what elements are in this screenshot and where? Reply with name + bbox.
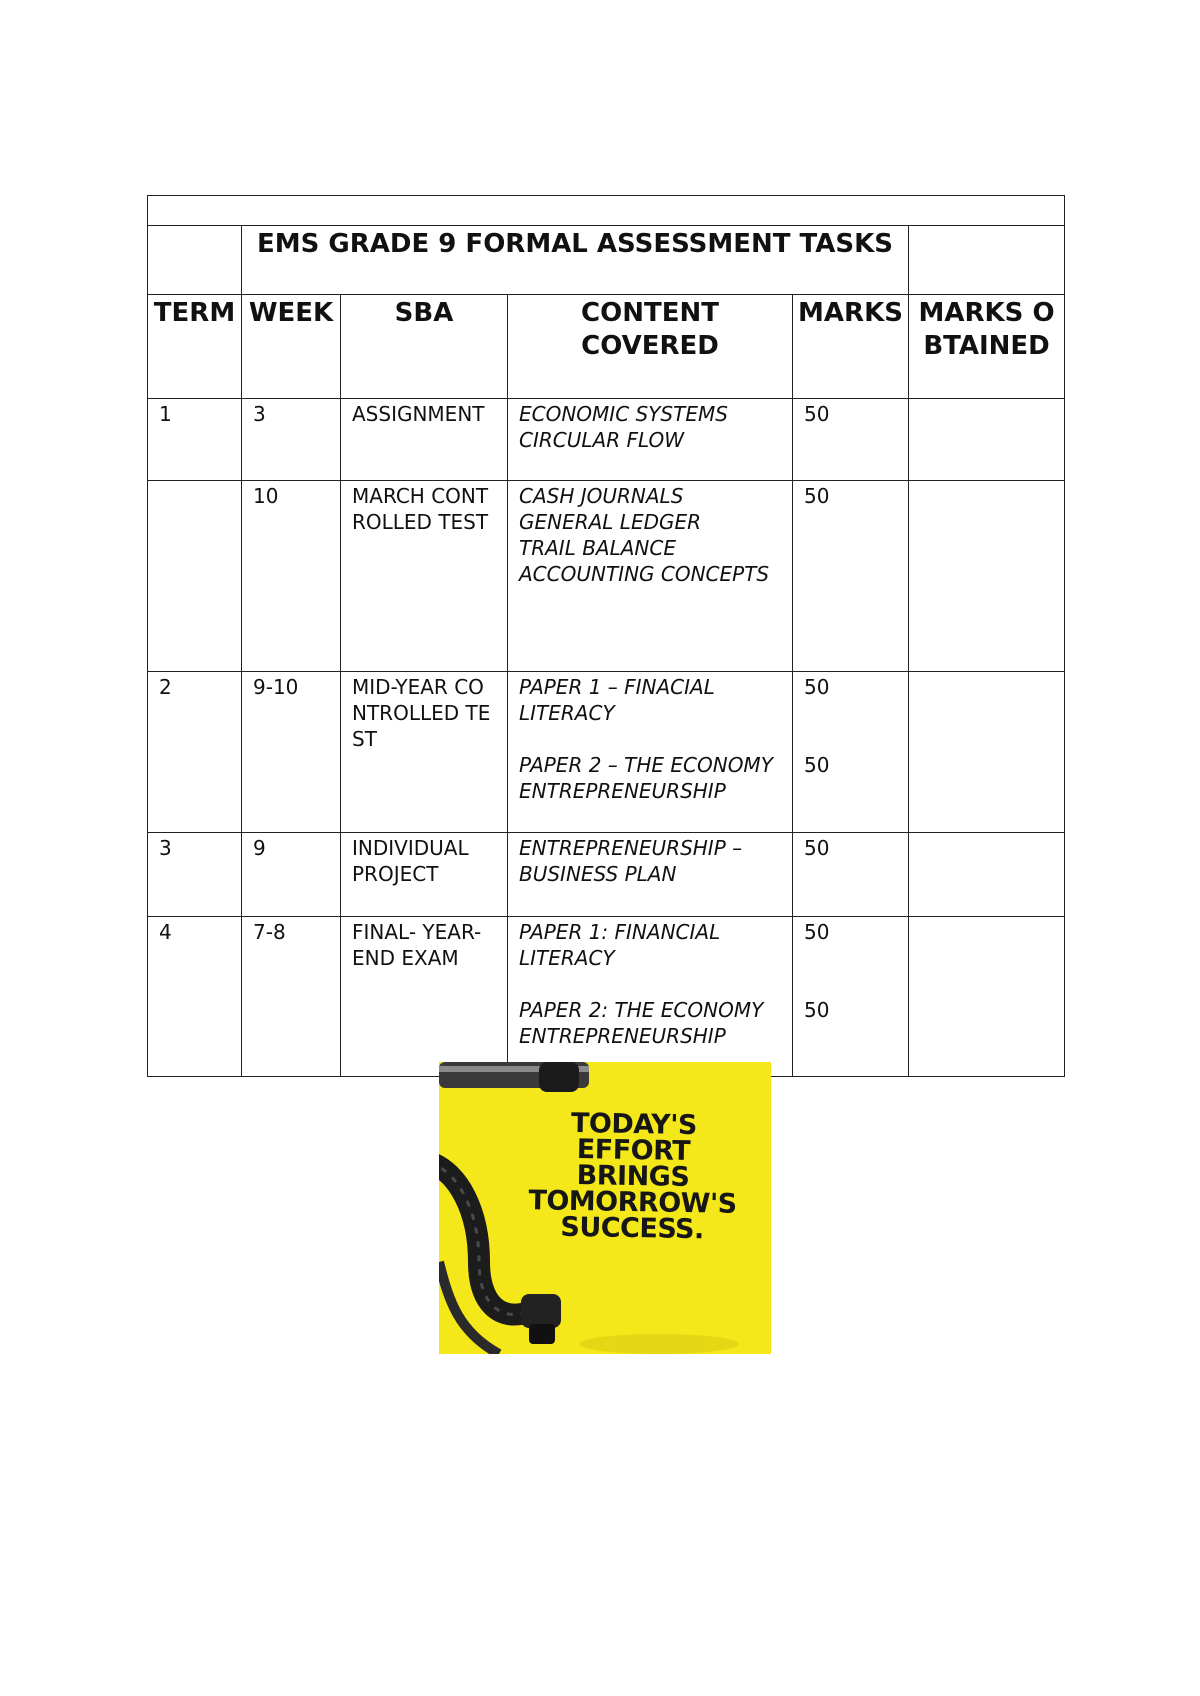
table-blank-row: [148, 196, 1065, 226]
poster-text: [494, 1107, 771, 1246]
table-row: [148, 672, 1065, 833]
marks-cell: 50: [793, 481, 909, 672]
content-cell: ENTREPRENEURSHIP – BUSINESS PLAN: [508, 833, 793, 917]
content-line: CIRCULAR FLOW: [519, 428, 684, 452]
table-row: [148, 917, 1065, 1077]
content-paper-1: PAPER 1 – FINACIAL LITERACY: [519, 675, 715, 725]
header-week: WEEK: [242, 295, 341, 399]
content-line: TRAIL BALANCE: [519, 536, 676, 560]
marks-cell: [793, 672, 909, 833]
header-marks: MARKS: [793, 295, 909, 399]
poster-line: TODAY'S: [570, 1107, 698, 1142]
content-cell: [508, 399, 793, 481]
marks-paper-2: 50: [804, 753, 830, 777]
term-cell: 3: [148, 833, 242, 917]
term-cell: [148, 481, 242, 672]
content-paper-1: PAPER 1: FINANCIAL LITERACY: [519, 920, 721, 970]
term-cell: 4: [148, 917, 242, 1077]
sba-cell: FINAL- YEAR-END EXAM: [341, 917, 508, 1077]
marks-obtained-cell: [909, 399, 1065, 481]
header-sba: SBA: [341, 295, 508, 399]
table-header-row: [148, 295, 1065, 399]
sba-cell: MID-YEAR CONTROLLED TEST: [341, 672, 508, 833]
content-cell: [508, 481, 793, 672]
term-cell: 1: [148, 399, 242, 481]
poster-line: SUCCESS.: [560, 1211, 705, 1246]
sba-cell: ASSIGNMENT: [341, 399, 508, 481]
content-cell: [508, 917, 793, 1077]
table-title: EMS GRADE 9 FORMAL ASSESSMENT TASKS: [242, 226, 909, 295]
marks-paper-2: 50: [804, 998, 830, 1022]
marks-cell: 50: [793, 399, 909, 481]
week-cell: 10: [242, 481, 341, 672]
table-row: [148, 481, 1065, 672]
content-line: ACCOUNTING CONCEPTS: [519, 562, 770, 586]
week-cell: 9: [242, 833, 341, 917]
marks-paper-1: 50: [804, 920, 830, 944]
poster-line: EFFORT: [576, 1134, 691, 1167]
content-cell: [508, 672, 793, 833]
marks-obtained-cell: [909, 481, 1065, 672]
sba-cell: INDIVIDUAL PROJECT: [341, 833, 508, 917]
week-cell: 3: [242, 399, 341, 481]
content-paper-2: PAPER 2: THE ECONOMY ENTREPRENEURSHIP: [519, 998, 764, 1048]
header-term: TERM: [148, 295, 242, 399]
poster-line: BRINGS: [576, 1160, 690, 1193]
term-cell: 2: [148, 672, 242, 833]
week-cell: 7-8: [242, 917, 341, 1077]
marks-obtained-cell: [909, 833, 1065, 917]
table-title-row: [148, 226, 1065, 295]
content-line: CASH JOURNALS: [519, 484, 684, 508]
marks-obtained-cell: [909, 672, 1065, 833]
marks-paper-1: 50: [804, 675, 830, 699]
header-marks-obtained: MARKS OBTAINED: [909, 295, 1065, 399]
marks-cell: [793, 917, 909, 1077]
content-line: GENERAL LEDGER: [519, 510, 702, 534]
table-row: [148, 399, 1065, 481]
content-paper-2: PAPER 2 – THE ECONOMY ENTREPRENEURSHIP: [519, 753, 773, 803]
sba-cell: MARCH CONTROLLED TEST: [341, 481, 508, 672]
poster-line: TOMORROW'S: [528, 1185, 737, 1220]
header-content: CONTENT COVERED: [508, 295, 793, 399]
motivational-poster: [439, 1062, 771, 1354]
content-line: ECONOMIC SYSTEMS: [519, 402, 728, 426]
marks-cell: 50: [793, 833, 909, 917]
assessment-table: [147, 195, 1065, 1077]
marks-obtained-cell: [909, 917, 1065, 1077]
week-cell: 9-10: [242, 672, 341, 833]
table-row: [148, 833, 1065, 917]
